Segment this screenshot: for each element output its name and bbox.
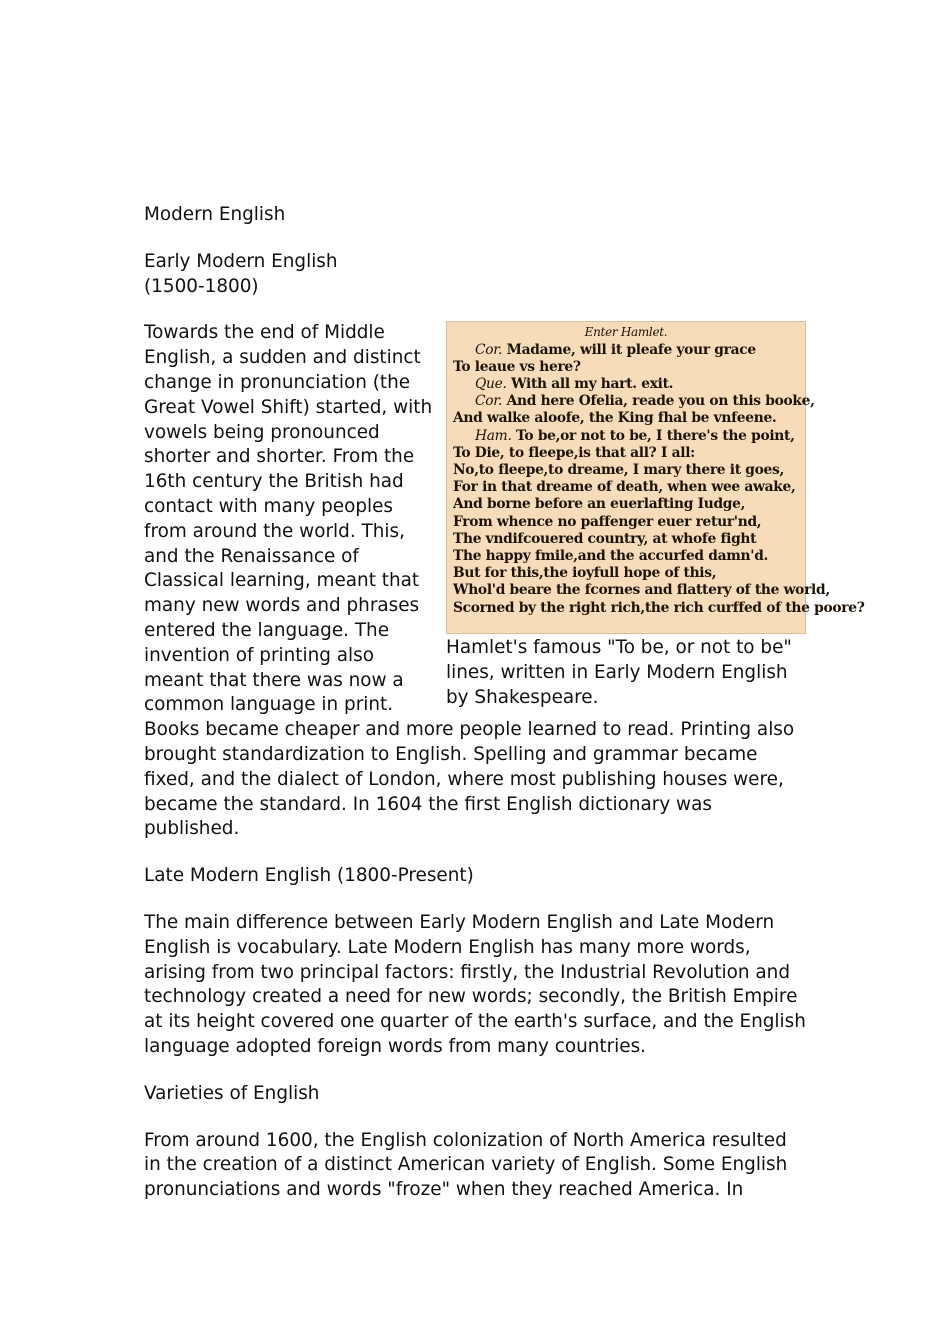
folio-text: And here Ofelia, reade you on this booke, [502,393,815,410]
early-section [144,321,865,842]
subsection-title-early [144,250,808,300]
early-paragraph: Towards the end of Middle English, a sudden and distinct change in pronunciation (the Great Vowel Shift) started, with vowels being pronounced shorter and shorter. From the 16th century the British had contact with many peoples from around the world. This, and the Renaissance of Classical learning, meant that many new words and phrases entered the language. The invention of printing also meant that there was now a common language in print. Books became cheaper and more people learned to read. Printing also brought standardization to English. Spelling and grammar became fixed, and the dialect of London, where most publishing houses were, became the standard. In 1604 the first English dictionary was published. [144,322,795,840]
folio-text: Madame, will it pleafe your grace [502,341,756,358]
folio-line [453,582,830,599]
subsection-title-varieties: Varieties of English [144,1082,320,1104]
folio-text: And walke aloofe, the King fhal be vnfeene. [453,410,777,427]
folio-line [453,376,799,393]
folio-text: The vndifcouered country, at whofe fight [453,530,757,547]
folio-line [453,496,799,513]
varieties-paragraph: From around 1600, the English colonization of North America resulted in the creation of a distinct American variety of English. Some English pronunciations and words "froze" when they reached America. In [144,1129,788,1201]
folio-line [453,428,799,445]
folio-line [453,410,799,427]
folio-line [453,599,865,617]
early-heading-line1: Early Modern English [144,250,338,272]
folio-text: With all my hart. exit. [506,376,674,392]
folio-text: The happy fmile,and the accurfed damn'd. [453,548,769,565]
folio-line [453,462,799,479]
folio-text: From whence no paffenger euer retur'nd, [453,513,762,530]
folio-line [453,342,799,359]
hamlet-folio-image [446,321,865,634]
folio-speaker: Cor. [475,393,503,410]
folio-text: Scorned by the right rich,the rich curffed of the poore? [453,599,865,616]
late-paragraph: The main difference between Early Modern English and Late Modern English is vocabulary. Late Modern English has many more words, arising from two principal factors: firstly, the Industrial Revolution and technology created a need for new words; secondly, the British Empire at its height covered one quarter of the earth's surface, and the English language adopted foreign words from many countries. [144,911,806,1057]
folio-line [453,445,799,462]
subsection-title-late: Late Modern English (1800-Present) [144,865,474,887]
folio-line [453,393,815,410]
folio-speaker: Que. [475,376,507,392]
early-heading-line2: (1500-1800) [144,275,259,297]
folio-line [453,514,799,531]
folio-text: To leaue vs here? [453,358,581,375]
folio-line [453,531,799,548]
folio-text: Enter Hamlet. [584,325,668,340]
folio-text: But for this,the ioyfull hope of this, [453,565,717,582]
folio-speaker: Ham. [475,427,512,444]
folio-text: And borne before an euerlafting Iudge, [453,496,746,513]
folio-line [453,359,799,376]
document-body [144,203,865,1203]
folio-text: To be,or not to be, I there's the point, [511,427,795,444]
folio-line [453,324,799,341]
folio-text: No,to fleepe,to dreame, I mary there it goes, [453,462,784,479]
folio-line [453,548,799,565]
figure-caption: Hamlet's famous "To be, or not to be" lines, written in Early Modern English by Shakespeare. [446,637,792,708]
folio-line [453,479,799,496]
folio-text: Whol'd beare the fcornes and flattery of the world, [453,582,830,599]
section-title: Modern English [144,204,286,225]
folio-text: For in that dreame of death, when wee awake, [453,479,796,496]
folio-speaker: Cor. [475,341,503,358]
folio-line [453,565,799,582]
hamlet-figure [446,321,865,710]
folio-text: To Die, to fleepe,is that all? I all: [453,444,695,461]
